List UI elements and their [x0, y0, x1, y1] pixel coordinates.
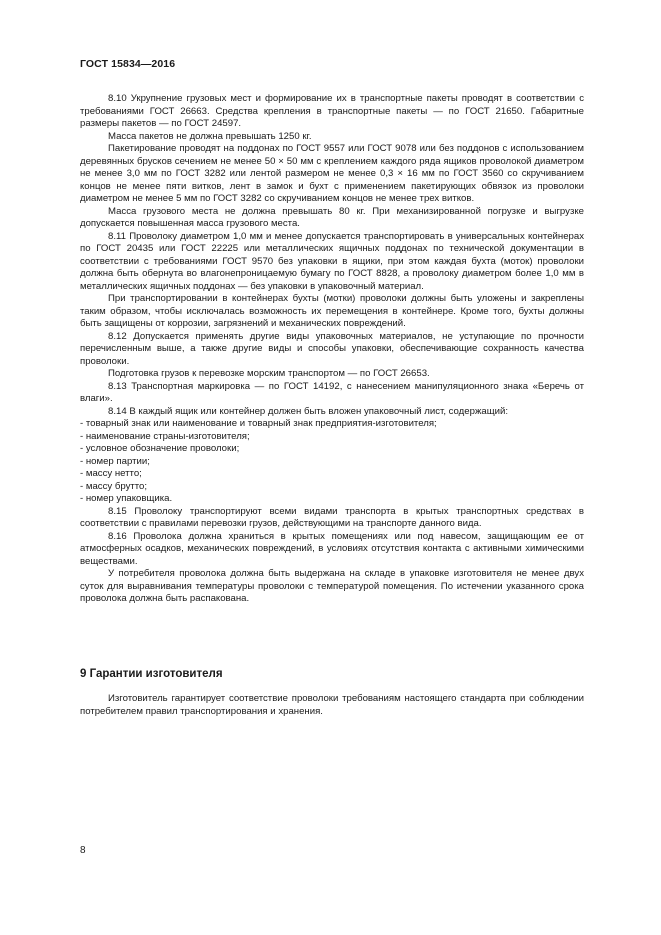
- paragraph-8-14: 8.14 В каждый ящик или контейнер должен быть вложен упаковочный лист, содержащий:: [108, 405, 508, 417]
- list-item: - товарный знак или наименование и товарный знак предприятия-изготовителя;: [80, 418, 437, 429]
- document-header: ГОСТ 15834—2016: [80, 58, 176, 70]
- paragraph-8-16: 8.16 Проволока должна храниться в крытых помещениях или под навесом, защищающим ее от атмосферных осадков, механических повреждений, в условиях отсутствия контакта с активными химическими веществами.: [80, 530, 584, 567]
- list-item: - номер упаковщика.: [80, 493, 173, 504]
- paragraph-8-15: 8.15 Проволоку транспортируют всеми видами транспорта в крытых транспортных средствах в соответствии с правилами перевозки грузов, действующими на транспорте данного вида.: [80, 505, 584, 529]
- paragraph-8-12: 8.12 Допускается применять другие виды упаковочных материалов, не уступающие по прочности перечисленным выше, а также другие виды и способы упаковки, обеспечивающие сохранность качества проволоки.: [80, 330, 584, 367]
- paragraph-container-transport: При транспортировании в контейнерах бухты (мотки) проволоки должны быть уложены и закреплены таким образом, чтобы исключалась возможность их перемещения в контейнере. Кроме того, бухты должны быть защищены от коррозии, загрязнений и механических повреждений.: [80, 293, 584, 329]
- paragraph-storage-customer: У потребителя проволока должна быть выдержана на складе в упаковке изготовителя не менее двух суток для выравнивания температуры проволоки с температурой помещения. По истечении указанного срока проволока должна быть распакована.: [80, 568, 584, 604]
- paragraph-sea-transport: Подготовка грузов к перевозке морским транспортом — по ГОСТ 26653.: [108, 368, 430, 379]
- paragraph-palletizing: Пакетирование проводят на поддонах по ГОСТ 9557 или ГОСТ 9078 или без поддонов с использованием деревянных брусков сечением не менее 50 × 50 мм с креплением каждого ряда ящиков проволокой диаметром не менее 3,0 мм по ГОСТ 3282 или лентой размером не менее 0,3 × 16 мм по ГОСТ 3560 со скручиванием концов не менее пяти витков, лент в замок и бухт с применением пакетирующих обвязок из проволоки диаметром не менее 5 мм по ГОСТ 3282 со скручиванием концов не менее трех витков.: [80, 143, 584, 204]
- paragraph-package-mass: Масса пакетов не должна превышать 1250 кг.: [108, 130, 312, 142]
- list-item: - условное обозначение проволоки;: [80, 443, 240, 454]
- section-8-text: [80, 93, 584, 606]
- paragraph-8-13: 8.13 Транспортная маркировка — по ГОСТ 14192, с нанесением манипуляционного знака «Беречь от влаги».: [80, 380, 584, 404]
- list-item: - массу брутто;: [80, 480, 148, 492]
- list-item: - массу нетто;: [80, 468, 142, 479]
- paragraph-cargo-mass: Масса грузового места не должна превышать 80 кг. При механизированной погрузке и выгрузке допускается повышенная масса грузового места.: [80, 205, 584, 229]
- section-9-heading: 9 Гарантии изготовителя: [80, 668, 223, 680]
- list-item: - наименование страны-изготовителя;: [80, 430, 250, 442]
- page-number: 8: [80, 845, 86, 856]
- paragraph-warranty: Изготовитель гарантирует соответствие проволоки требованиям настоящего стандарта при соблюдении потребителем правил транспортирования и хранения.: [80, 693, 584, 717]
- list-item: - номер партии;: [80, 455, 150, 467]
- section-9-text: [80, 693, 584, 718]
- paragraph-8-11: 8.11 Проволоку диаметром 1,0 мм и менее допускается транспортировать в универсальных контейнерах по ГОСТ 20435 или ГОСТ 22225 или металлических ящичных поддонах по технической документации в соответствии с требованиями ГОСТ 9570 без упаковки в ящики, при этом каждая бухта (моток) проволоки должна быть обернута во влагонепроницаемую бумагу по ГОСТ 8828, а проволоку диаметром более 1,0 мм в металлических ящичных поддонах — без упаковки в упаковочный материал.: [80, 230, 584, 292]
- paragraph-8-10: 8.10 Укрупнение грузовых мест и формирование их в транспортные пакеты проводят в соответствии с требованиями ГОСТ 26663. Средства крепления в транспортные пакеты — по ГОСТ 21650. Габаритные размеры пакетов — по ГОСТ 24597.: [80, 93, 584, 129]
